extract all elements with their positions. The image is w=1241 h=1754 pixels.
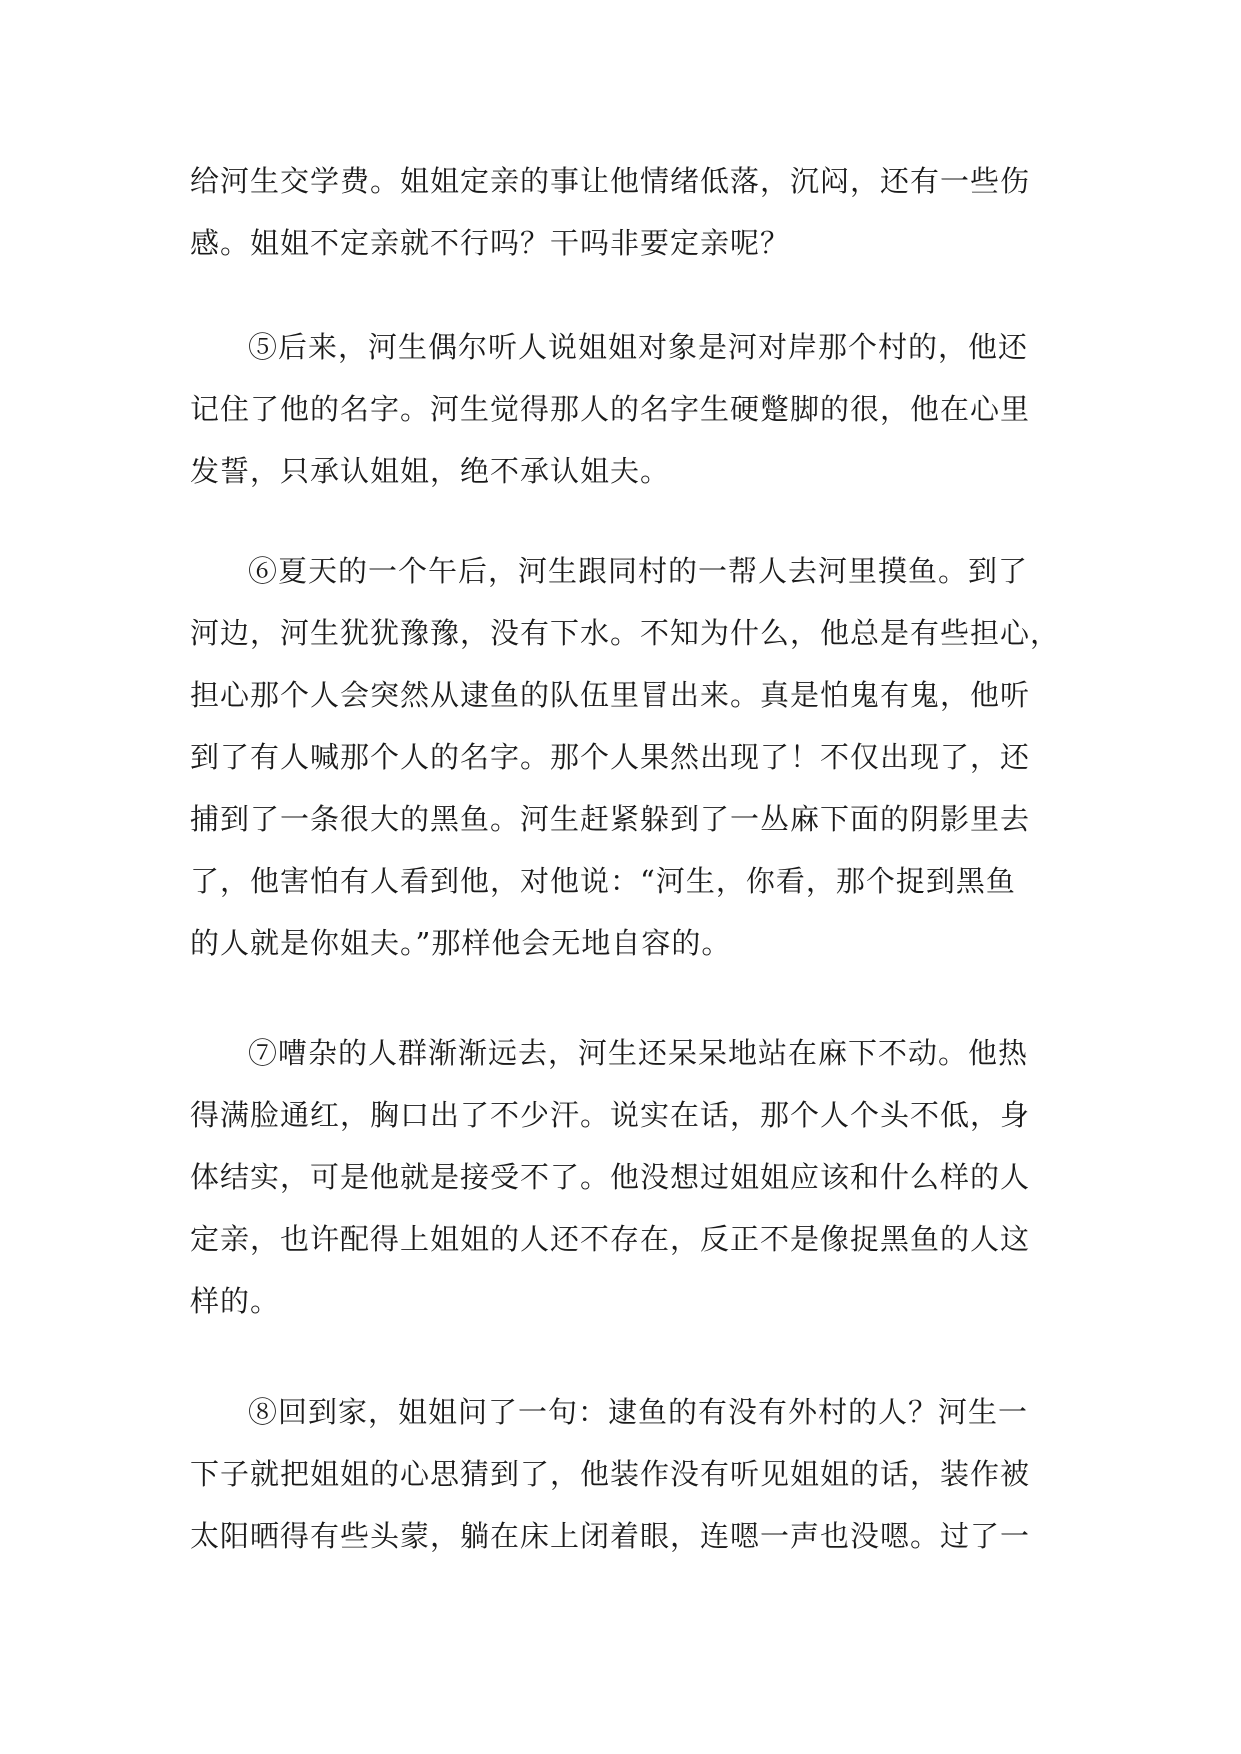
- text-line: 担心那个人会突然从逮鱼的队伍里冒出来。真是怕鬼有鬼，他听: [190, 678, 1031, 712]
- text-line: 体结实，可是他就是接受不了。他没想过姐姐应该和什么样的人: [190, 1160, 1031, 1194]
- text-line: 得满脸通红，胸口出了不少汗。说实在话，那个人个头不低，身: [190, 1098, 1031, 1132]
- text-line: 太阳晒得有些头蒙，躺在床上闭着眼，连嗯一声也没嗯。过了一: [190, 1519, 1031, 1553]
- text-line: 记住了他的名字。河生觉得那人的名字生硬蹩脚的很，他在心里: [190, 392, 1031, 426]
- text-line: ⑤后来，河生偶尔听人说姐姐对象是河对岸那个村的，他还: [248, 330, 1029, 364]
- paragraph-continued: [190, 150, 1060, 274]
- text-line: 的人就是你姐夫。”那样他会无地自容的。: [190, 926, 732, 960]
- text-line: 下子就把姐姐的心思猜到了，他装作没有听见姐姐的话，装作被: [190, 1457, 1031, 1491]
- text-line: 到了有人喊那个人的名字。那个人果然出现了！不仅出现了，还: [190, 740, 1031, 774]
- text-line: 样的。: [190, 1284, 281, 1318]
- text-line: 捕到了一条很大的黑鱼。河生赶紧躲到了一丛麻下面的阴影里去: [190, 802, 1031, 836]
- text-line: 河边，河生犹犹豫豫，没有下水。不知为什么，他总是有些担心，: [190, 616, 1061, 650]
- paragraph-6: [190, 540, 1060, 974]
- text-line: 给河生交学费。姐姐定亲的事让他情绪低落，沉闷，还有一些伤: [190, 164, 1031, 198]
- text-line: 了，他害怕有人看到他，对他说：“河生，你看，那个捉到黑鱼: [190, 864, 1016, 898]
- text-line: ⑥夏天的一个午后，河生跟同村的一帮人去河里摸鱼。到了: [248, 554, 1029, 588]
- text-line: 定亲，也许配得上姐姐的人还不存在，反正不是像捉黑鱼的人这: [190, 1222, 1031, 1256]
- text-line: 感。姐姐不定亲就不行吗？干吗非要定亲呢？: [190, 226, 791, 260]
- paragraph-7: [190, 1022, 1060, 1332]
- paragraph-5: [190, 316, 1060, 502]
- text-line: ⑦嘈杂的人群渐渐远去，河生还呆呆地站在麻下不动。他热: [248, 1036, 1029, 1070]
- text-line: 发誓，只承认姐姐，绝不承认姐夫。: [190, 454, 671, 488]
- paragraph-8: [190, 1381, 1060, 1567]
- text-line: ⑧回到家，姐姐问了一句：逮鱼的有没有外村的人？河生一: [248, 1395, 1029, 1429]
